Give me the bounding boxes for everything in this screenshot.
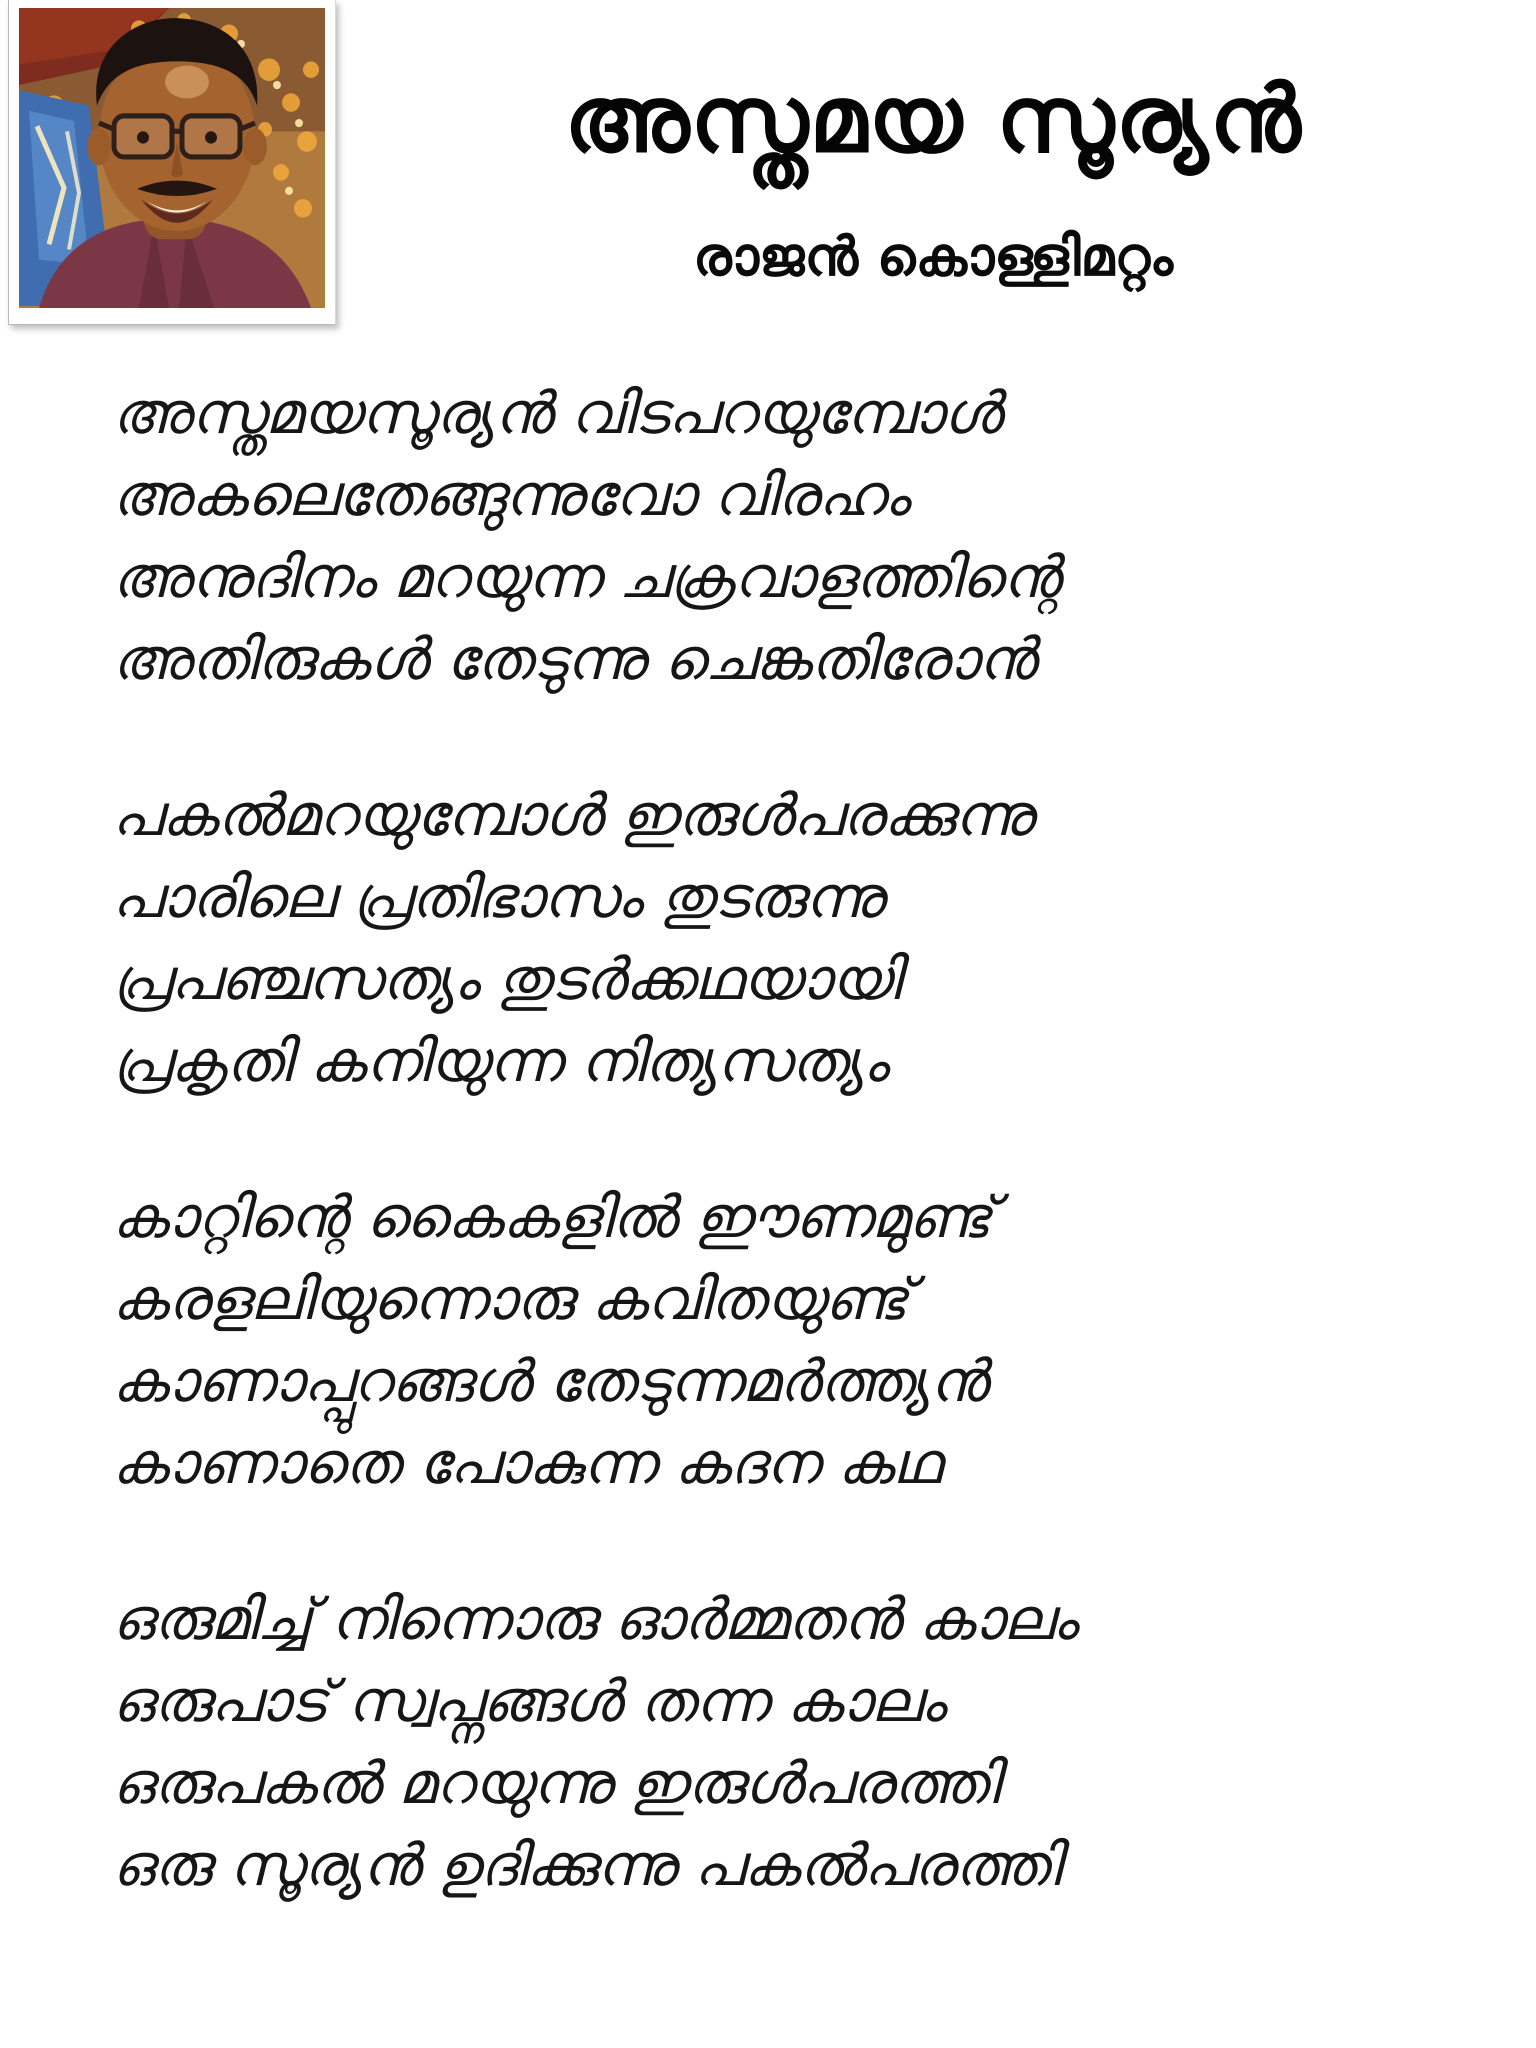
poem-line: ഒരുപകൽ മറയുന്നു ഇരുൾപരത്തി xyxy=(112,1749,999,1817)
poem-line: അസ്തമയസൂര്യൻ വിടപറയുമ്പോൾ xyxy=(112,379,1002,447)
poem-stanza-3 xyxy=(112,1176,1516,1504)
poem-line: കാണാതെ പോകുന്ന കദന കഥ xyxy=(112,1429,941,1497)
poem-stanza-2 xyxy=(112,774,1516,1102)
page-title: അസ്തമയ സൂര്യൻ xyxy=(564,66,1302,173)
poet-photo xyxy=(19,8,325,308)
header xyxy=(340,62,1526,289)
poem-stanza-4 xyxy=(112,1578,1516,1906)
author-name: രാജൻ കൊള്ളിമറ്റം xyxy=(693,225,1173,288)
poem-line: കാറ്റിന്റെ കൈകളിൽ ഈണമുണ്ട് xyxy=(112,1183,992,1251)
poem-line: ഒരുമിച്ച് നിന്നൊരു ഓർമ്മതൻ കാലം xyxy=(112,1585,1078,1653)
poem-line: പാരിലെ പ്രതിഭാസം തുടരുന്നു xyxy=(112,863,884,931)
poem-line: അനുദിനം മറയുന്ന ചക്രവാളത്തിന്റെ xyxy=(112,543,1060,611)
poem-line: ഒരു സൂര്യൻ ഉദിക്കുന്നു പകൽപരത്തി xyxy=(112,1831,1061,1899)
poem-line: ഒരുപാട് സ്വപ്നങ്ങൾ തന്ന കാലം xyxy=(112,1667,946,1735)
poem-line: കാണാപ്പുറങ്ങൾ തേടുന്നമർത്ത്യൻ xyxy=(112,1347,988,1415)
poem-line: പ്രപഞ്ചസത്യം തുടർക്കഥയായി xyxy=(112,945,901,1013)
poem-body xyxy=(112,372,1516,1906)
poem-stanza-1 xyxy=(112,372,1516,700)
poem-line: പകൽമറയുമ്പോൾ ഇരുൾപരക്കുന്നു xyxy=(112,781,1034,849)
poem-line: കരളലിയുന്നൊരു കവിതയുണ്ട് xyxy=(112,1265,909,1333)
poem-line: പ്രകൃതി കനിയുന്ന നിത്യസത്യം xyxy=(112,1027,888,1095)
poem-line: അതിരുകൾ തേടുന്നു ചെങ്കതിരോൻ xyxy=(112,625,1036,693)
poem-line: അകലെതേങ്ങുന്നുവോ വിരഹം xyxy=(112,461,910,529)
poet-photo-frame xyxy=(8,0,336,325)
